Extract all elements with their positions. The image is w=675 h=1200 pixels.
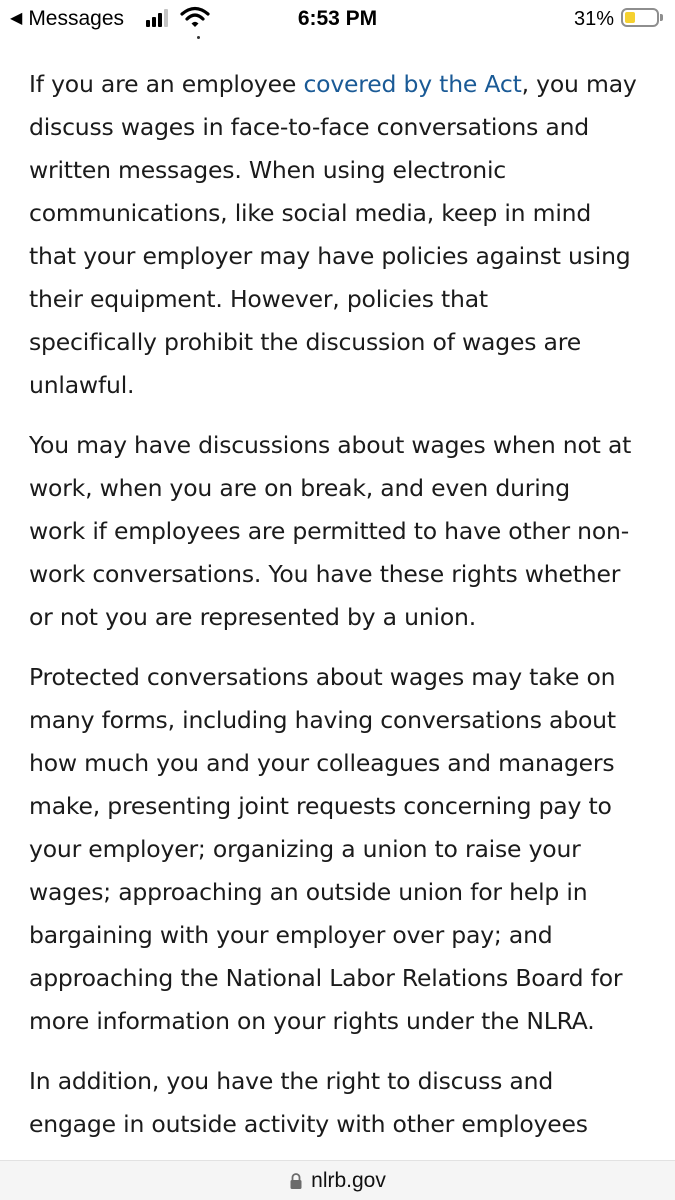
text-line: many forms, including having conversations about — [29, 706, 616, 734]
location-dot-icon — [197, 36, 200, 39]
article-paragraph — [29, 1060, 654, 1146]
battery-level — [625, 12, 635, 23]
status-time: 6:53 PM — [297, 7, 378, 30]
text-line: In addition, you have the right to discuss and — [29, 1067, 554, 1095]
text-line: work, when you are on break, and even during — [29, 474, 570, 502]
text-line: how much you and your colleagues and managers — [29, 749, 615, 777]
article-paragraph — [29, 656, 654, 1043]
article-body — [29, 63, 654, 1163]
battery-percent: 31% — [574, 8, 615, 30]
text-line: written messages. When using electronic — [29, 156, 507, 184]
covered-by-the-act-link[interactable]: covered by the Act — [303, 70, 522, 98]
text-line — [29, 63, 654, 106]
text-line: that your employer may have policies against using — [29, 242, 631, 270]
text-line: approaching the National Labor Relations Board for — [29, 964, 623, 992]
back-label: Messages — [28, 7, 125, 30]
text-line: specifically prohibit the discussion of wages are — [29, 328, 581, 356]
text-line: engage in outside activity with other employees — [29, 1110, 588, 1138]
status-bar — [0, 0, 675, 40]
text-line: make, presenting joint requests concerning pay to — [29, 792, 612, 820]
battery-icon — [621, 8, 659, 27]
text-line: or not you are represented by a union. — [29, 603, 476, 631]
text-line: unlawful. — [29, 371, 135, 399]
text-line: You may have discussions about wages when not at — [29, 431, 632, 459]
text-segment: , you may — [521, 70, 637, 98]
battery-tip — [660, 14, 663, 21]
text-line: Protected conversations about wages may take on — [29, 663, 616, 691]
chevron-left-icon: ◀ — [10, 10, 23, 27]
text-line: communications, like social media, keep in mind — [29, 199, 592, 227]
text-line: their equipment. However, policies that — [29, 285, 488, 313]
text-line: bargaining with your employer over pay; and — [29, 921, 553, 949]
lock-icon — [289, 1172, 303, 1190]
text-line: work if employees are permitted to have other non- — [29, 517, 630, 545]
article-paragraph — [29, 424, 654, 639]
url-domain: nlrb.gov — [311, 1168, 386, 1192]
url-bar[interactable] — [0, 1160, 675, 1200]
article-paragraph — [29, 63, 654, 407]
text-line: work conversations. You have these rights whether — [29, 560, 621, 588]
text-line: your employer; organizing a union to raise your — [29, 835, 581, 863]
text-segment: If you are an employee — [29, 70, 304, 98]
text-line: more information on your rights under the NLRA. — [29, 1007, 595, 1035]
text-line: discuss wages in face-to-face conversations and — [29, 113, 590, 141]
text-line: wages; approaching an outside union for help in — [29, 878, 588, 906]
